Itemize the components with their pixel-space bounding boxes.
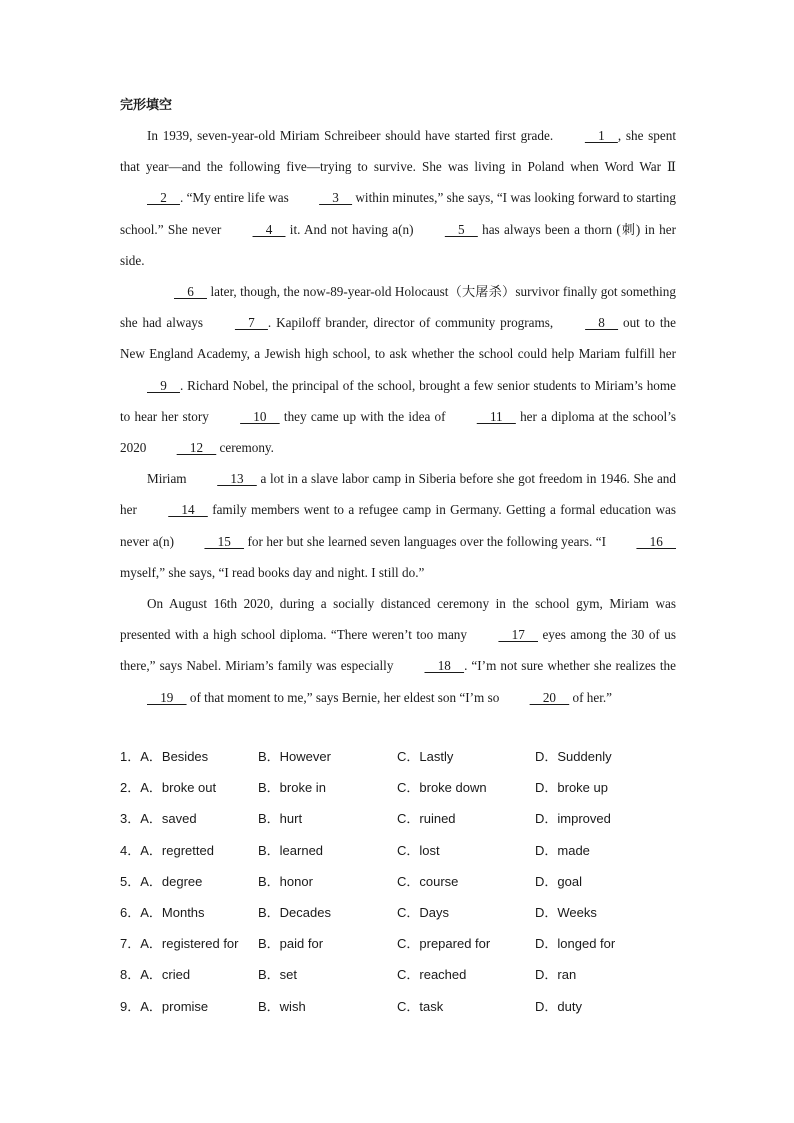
option-a bbox=[120, 741, 208, 772]
passage-text: . “I’m not sure whether she realizes the bbox=[464, 658, 676, 674]
option-text: B．set bbox=[258, 967, 298, 983]
passage-text: has always been a thorn (刺) in her side. bbox=[120, 221, 676, 268]
option-text: A．promise bbox=[140, 998, 209, 1014]
blank-4: 4 bbox=[252, 221, 286, 237]
question-row-8 bbox=[120, 959, 676, 990]
passage-text: of her.” bbox=[569, 689, 613, 705]
section-title: 完形填空 bbox=[120, 98, 173, 113]
option-text: B．However bbox=[258, 749, 331, 764]
option-text: D．Weeks bbox=[535, 904, 597, 920]
option-text: C．lost bbox=[397, 842, 440, 858]
option-b bbox=[258, 866, 313, 897]
blank-14: 14 bbox=[168, 502, 208, 518]
option-text: D．broke up bbox=[535, 780, 608, 796]
blank-9: 9 bbox=[147, 377, 180, 393]
option-text: B．wish bbox=[258, 998, 306, 1014]
option-text: A．saved bbox=[140, 811, 197, 827]
question-number: 1． bbox=[120, 749, 141, 764]
option-a bbox=[120, 803, 197, 834]
passage-text: , she spent that year—and the following five—trying to survive. She was living in Poland when Word War Ⅱ bbox=[120, 128, 676, 175]
blank-18: 18 bbox=[424, 658, 465, 674]
paragraph-4 bbox=[120, 588, 676, 713]
blank-15: 15 bbox=[204, 533, 245, 549]
option-text: C．Days bbox=[397, 904, 450, 920]
option-text: C．reached bbox=[397, 967, 467, 983]
option-text: C．prepared for bbox=[397, 936, 491, 952]
passage-text: they came up with the idea of bbox=[279, 408, 450, 424]
option-d bbox=[535, 772, 608, 803]
option-text: B．broke in bbox=[258, 780, 326, 796]
option-text: C．course bbox=[397, 873, 459, 889]
option-text: C．broke down bbox=[397, 780, 487, 796]
option-d bbox=[535, 991, 582, 1022]
option-text: D．improved bbox=[535, 811, 611, 827]
question-number: 3． bbox=[120, 811, 141, 827]
option-b bbox=[258, 803, 302, 834]
passage bbox=[120, 92, 676, 713]
paragraph-2 bbox=[120, 276, 676, 463]
option-text: A．registered for bbox=[140, 936, 239, 952]
passage-text: her a diploma at the school’s 2020 bbox=[120, 408, 677, 456]
passage-text: later, though, the now-89-year-old Holocaust（大屠杀）survivor finally got something she had always bbox=[120, 284, 676, 331]
passage-text: Miriam bbox=[147, 471, 191, 487]
option-a bbox=[120, 897, 205, 928]
option-c bbox=[397, 991, 443, 1022]
option-c bbox=[397, 803, 456, 834]
passage-text: On August 16th 2020, during a socially distanced ceremony in the school gym, Miriam was presented with a high school diploma. “There weren’t too many bbox=[120, 596, 676, 643]
option-a bbox=[120, 959, 190, 990]
option-text: C．ruined bbox=[397, 811, 456, 827]
option-text: C．task bbox=[397, 998, 444, 1014]
option-c bbox=[397, 772, 487, 803]
blank-7: 7 bbox=[234, 315, 268, 331]
option-b bbox=[258, 835, 323, 866]
option-d bbox=[535, 928, 615, 959]
option-c bbox=[397, 835, 440, 866]
passage-text: . Richard Nobel, the principal of the school, brought a few senior students to Miriam’s home to hear her story bbox=[120, 377, 676, 424]
option-text: C．Lastly bbox=[397, 749, 454, 764]
option-text: A．cried bbox=[140, 967, 191, 983]
question-row-9 bbox=[120, 991, 676, 1022]
passage-text: myself,” she says, “I read books day and night. I still do.” bbox=[120, 564, 425, 580]
blank-8: 8 bbox=[585, 315, 619, 331]
question-number: 4． bbox=[120, 842, 141, 858]
passage-text: it. And not having a(n) bbox=[285, 221, 418, 237]
option-d bbox=[535, 866, 582, 897]
option-text: B．learned bbox=[258, 842, 324, 858]
option-text: D．longed for bbox=[535, 936, 616, 952]
passage-text: family members went to a refugee camp in Germany. Getting a formal education was never a(n) bbox=[120, 502, 676, 549]
blank-3: 3 bbox=[319, 190, 353, 206]
option-b bbox=[258, 772, 326, 803]
question-options bbox=[120, 741, 676, 1022]
passage-text: a lot in a slave labor camp in Siberia before she got freedom in 1946. She and her bbox=[120, 471, 676, 518]
question-number: 8． bbox=[120, 967, 141, 983]
option-c bbox=[397, 866, 458, 897]
passage-body bbox=[120, 120, 676, 713]
question-row-2 bbox=[120, 772, 676, 803]
option-c bbox=[397, 959, 466, 990]
question-row-6 bbox=[120, 897, 676, 928]
option-d bbox=[535, 741, 612, 772]
option-text: D．Suddenly bbox=[535, 749, 612, 764]
passage-text: In 1939, seven-year-old Miriam Schreibeer should have started first grade. bbox=[147, 128, 558, 143]
question-row-3 bbox=[120, 803, 676, 834]
option-text: B．Decades bbox=[258, 904, 331, 920]
option-text: A．Months bbox=[140, 904, 205, 920]
option-b bbox=[258, 959, 297, 990]
option-text: B．honor bbox=[258, 873, 313, 889]
blank-16: 16 bbox=[636, 533, 676, 549]
blank-1: 1 bbox=[584, 128, 618, 143]
blank-6: 6 bbox=[174, 284, 207, 300]
passage-text: within minutes,” she says, “I was looking forward to starting school.” She never bbox=[120, 190, 676, 237]
option-a bbox=[120, 991, 208, 1022]
question-row-5 bbox=[120, 866, 676, 897]
option-text: D．made bbox=[535, 842, 590, 858]
option-d bbox=[535, 835, 590, 866]
blank-10: 10 bbox=[240, 408, 280, 424]
passage-text: out to the New England Academy, a Jewish high school, to ask whether the school could help Mariam fulfill her bbox=[120, 315, 676, 362]
option-text: A．regretted bbox=[140, 842, 214, 858]
option-text: B．paid for bbox=[258, 936, 324, 952]
blank-2: 2 bbox=[147, 190, 180, 206]
blank-19: 19 bbox=[147, 689, 187, 705]
option-a bbox=[120, 928, 239, 959]
question-number: 2． bbox=[120, 780, 141, 796]
option-b bbox=[258, 928, 323, 959]
option-text: D．goal bbox=[535, 873, 582, 889]
option-text: B．hurt bbox=[258, 811, 303, 827]
blank-13: 13 bbox=[217, 471, 257, 487]
option-text: D．ran bbox=[535, 967, 577, 983]
blank-11: 11 bbox=[476, 408, 516, 424]
question-number: 6． bbox=[120, 904, 141, 920]
option-d bbox=[535, 959, 576, 990]
blank-20: 20 bbox=[529, 689, 570, 705]
option-b bbox=[258, 897, 331, 928]
blank-17: 17 bbox=[498, 627, 538, 643]
blank-5: 5 bbox=[444, 221, 478, 237]
question-number: 9． bbox=[120, 998, 141, 1014]
paragraph-3 bbox=[120, 463, 676, 588]
question-number: 7． bbox=[120, 936, 141, 952]
question-row-1 bbox=[120, 741, 676, 772]
passage-text: ceremony. bbox=[216, 440, 274, 456]
passage-text: . “My entire life was bbox=[179, 190, 293, 206]
option-b bbox=[258, 741, 331, 772]
option-c bbox=[397, 897, 449, 928]
option-a bbox=[120, 772, 216, 803]
option-d bbox=[535, 897, 597, 928]
blank-12: 12 bbox=[176, 440, 217, 456]
option-b bbox=[258, 991, 306, 1022]
question-number: 5． bbox=[120, 873, 141, 889]
question-row-7 bbox=[120, 928, 676, 959]
passage-text: for her but she learned seven languages over the following years. “I bbox=[244, 533, 610, 549]
option-a bbox=[120, 835, 214, 866]
paragraph-1 bbox=[120, 120, 676, 276]
question-row-4 bbox=[120, 835, 676, 866]
option-c bbox=[397, 741, 453, 772]
option-text: D．duty bbox=[535, 998, 582, 1014]
option-a bbox=[120, 866, 202, 897]
option-d bbox=[535, 803, 611, 834]
passage-text: eyes among the 30 of us there,” says Nabel. Miriam’s family was especially bbox=[120, 627, 676, 674]
option-text: A．Besides bbox=[140, 749, 209, 764]
passage-text: . Kapiloff brander, director of community programs, bbox=[267, 315, 559, 331]
option-c bbox=[397, 928, 490, 959]
option-text: A．broke out bbox=[140, 780, 217, 796]
passage-text: of that moment to me,” says Bernie, her eldest son “I’m so bbox=[186, 689, 503, 705]
option-text: A．degree bbox=[140, 873, 203, 889]
